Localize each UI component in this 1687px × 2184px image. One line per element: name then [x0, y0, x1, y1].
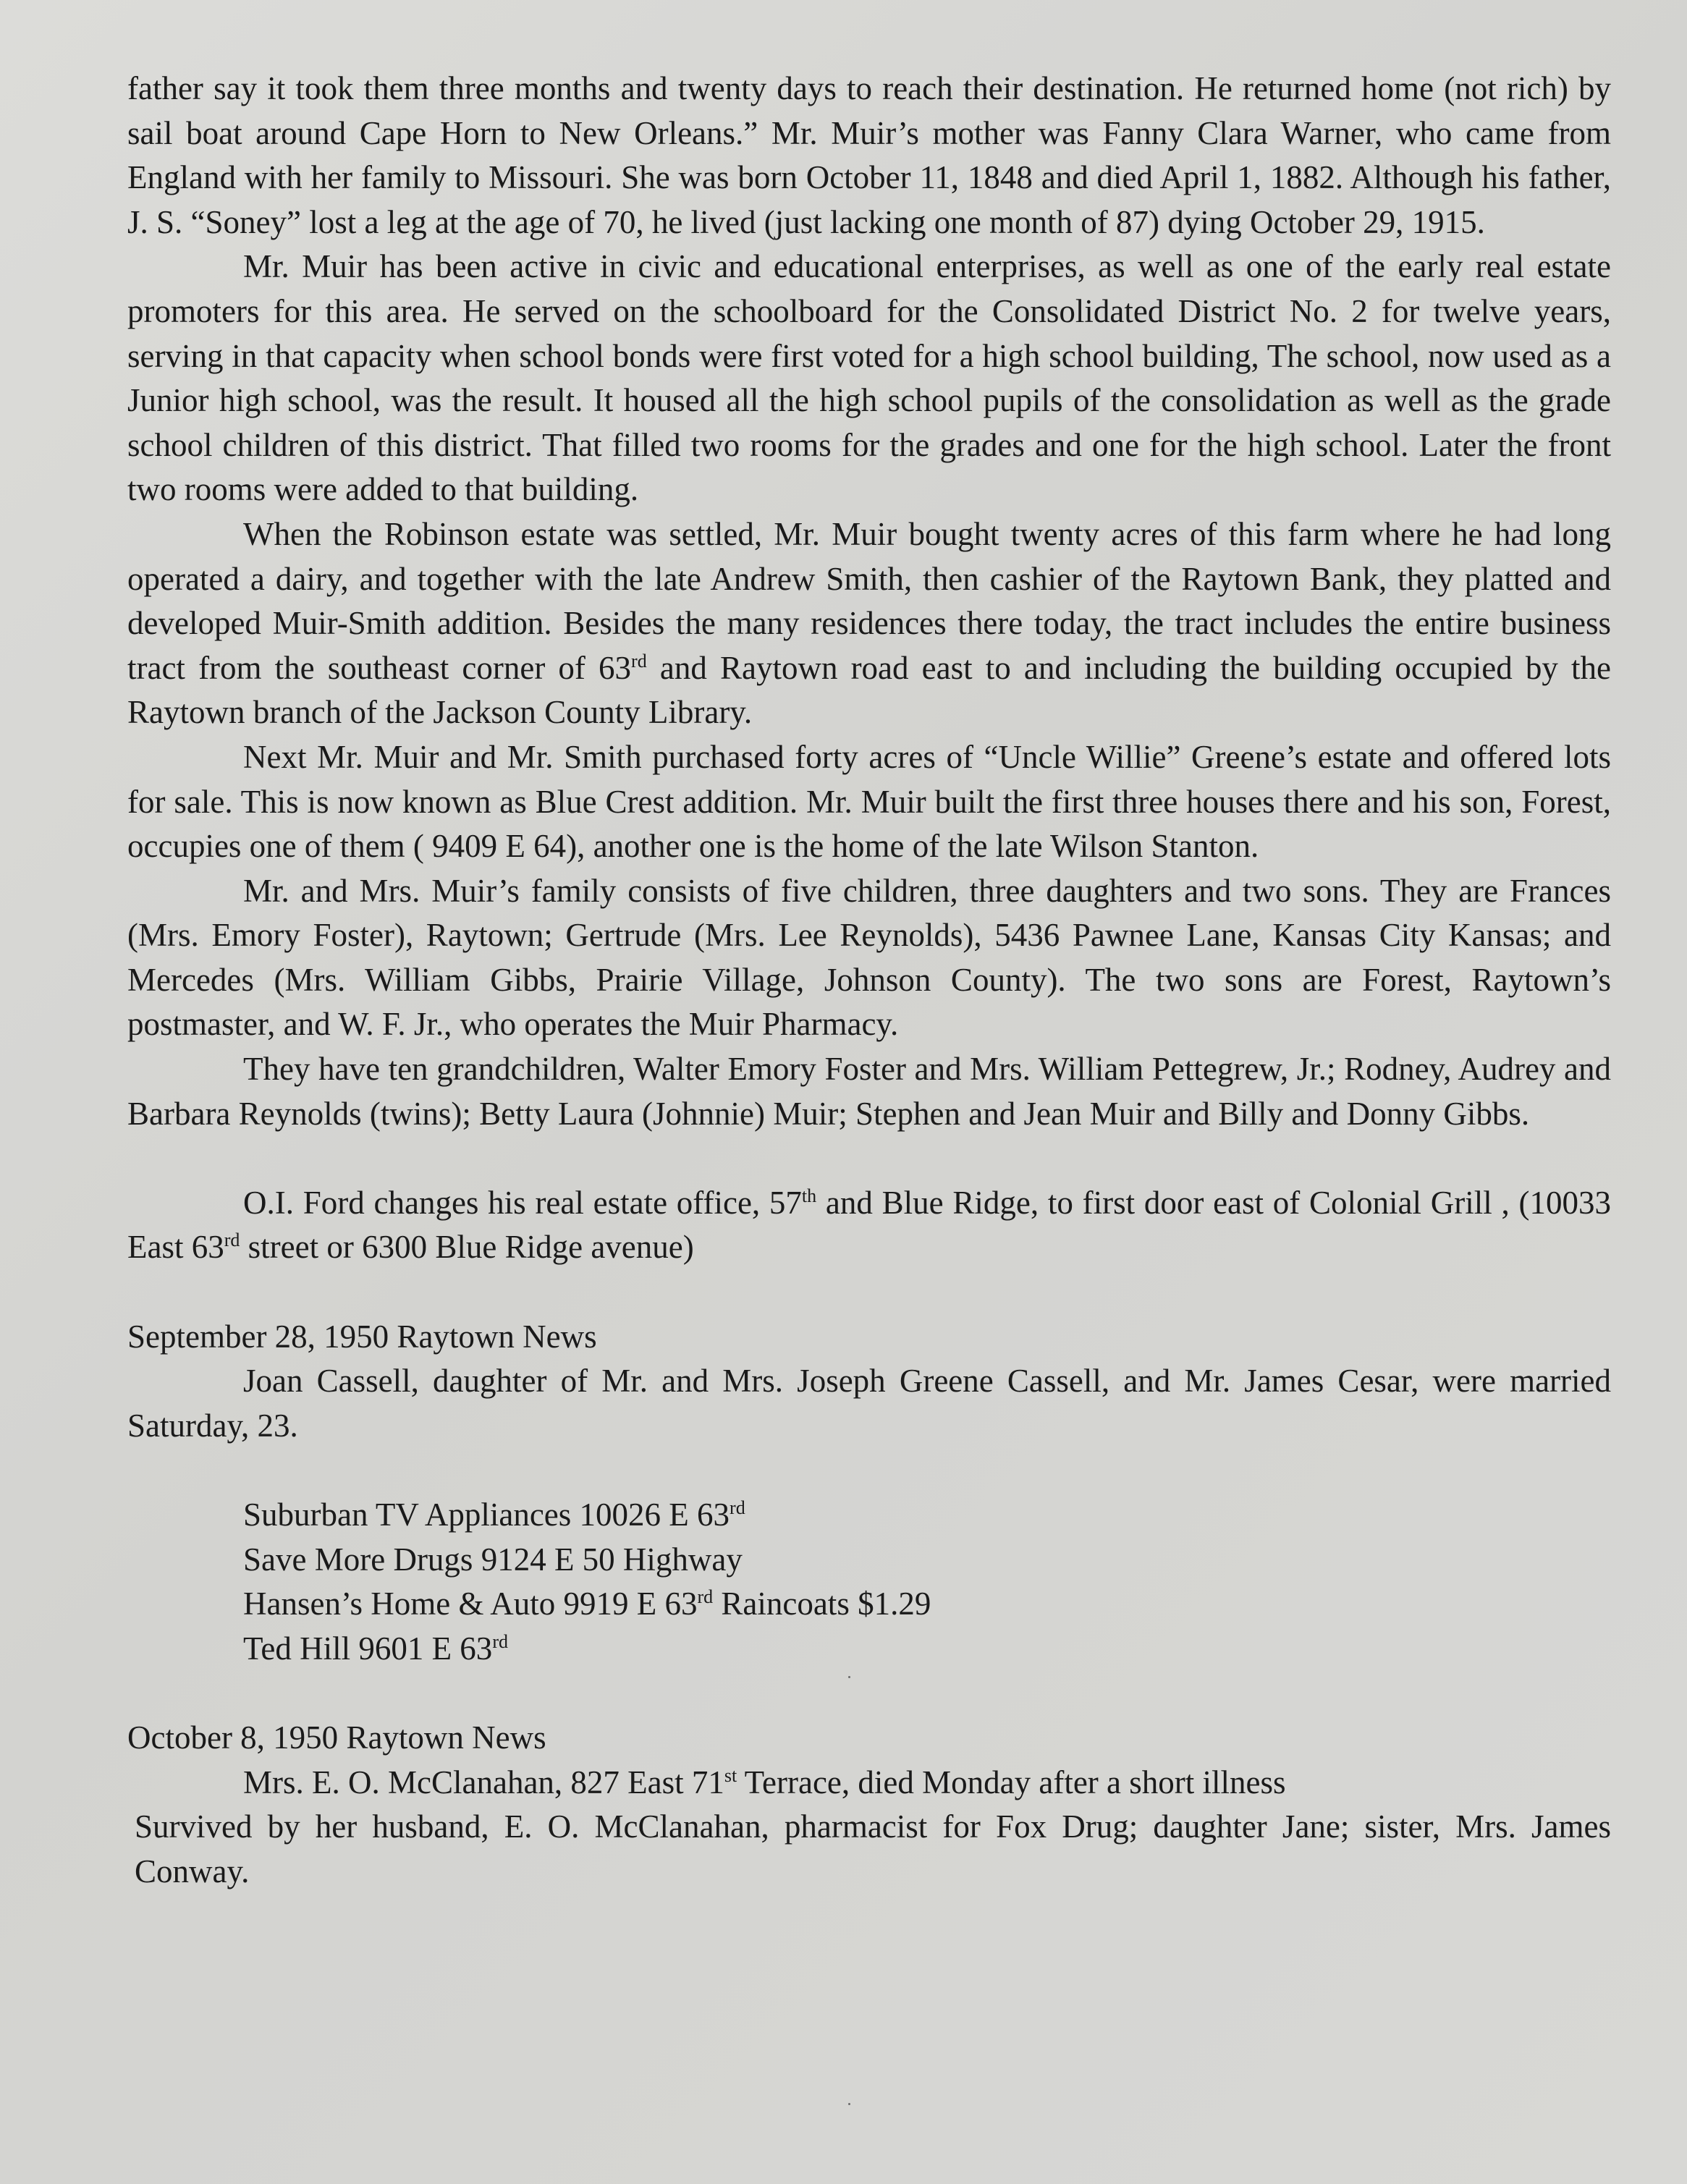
paragraph-text: and Blue Ridge, to first door east of Colonial Grill , (10033 East 63: [127, 1184, 1611, 1266]
listing-after: Raincoats $1.29: [713, 1586, 931, 1622]
paragraph-text: Terrace, died Monday after a short illness: [737, 1764, 1286, 1800]
listing-item: [127, 1493, 1611, 1538]
paragraph-family: Mr. and Mrs. Muir’s family consists of five children, three daughters and two sons. They are Frances (Mrs. Emory Foster), Raytown; Gertrude (Mrs. Lee Reynolds), 5436 Pawnee Lane, Kansas City Kansas; and Mercedes (Mrs. William Gibbs, Prairie Village, Johnson County). The two sons are Forest, Raytown’s postmaster, and W. F. Jr., who operates the Muir Pharmacy.: [127, 872, 1611, 1043]
section-heading-sept-28: September 28, 1950 Raytown News: [127, 1318, 597, 1355]
paragraph-text: O.I. Ford changes his real estate office, 57: [243, 1184, 802, 1221]
document-text: [127, 67, 1611, 1894]
paragraph-text: and Raytown road east to and including the building occupied by the Raytown branch of the Jackson County Library.: [127, 649, 1611, 731]
paragraph-robinson-estate: [127, 512, 1611, 735]
ordinal-suffix: th: [801, 1185, 817, 1206]
ordinal-suffix: rd: [224, 1229, 240, 1251]
spacer: [127, 1671, 1611, 1716]
ordinal-suffix: st: [724, 1764, 737, 1786]
paragraph-text: Mrs. E. O. McClanahan, 827 East 71: [243, 1764, 724, 1800]
paragraph-civic-activity: Mr. Muir has been active in civic and educational enterprises, as well as one of the early real estate promoters for this area. He served on the schoolboard for the Consolidated District No. 2 for twelve years, serving in that capacity when school bonds were first voted for a high school building, The school, now used as a Junior high school, was the result. It housed all the high school pupils of the consolidation as well as the grade school children of this district. That filled two rooms for the grades and one for the high school. Later the front two rooms were added to that building.: [127, 248, 1611, 508]
listing-item: [127, 1627, 1611, 1672]
paragraph-mcclanahan-death: [127, 1761, 1611, 1806]
spacer: [127, 1448, 1611, 1493]
paragraph-text: When the Robinson estate was settled, Mr. Muir bought twenty acres of this farm where he had long operated a dairy, and together with the late Andrew Smith, then cashier of the Raytown Bank, they platted and developed Muir-Smith addition. Besides the many residences there today, the tract includes the entire business tract from the southeast corner of 63: [127, 515, 1611, 686]
paragraph-muir-father: father say it took them three months and twenty days to reach their destination. He returned home (not rich) by sail boat around Cape Horn to New Orleans.” Mr. Muir’s mother was Fanny Clara Warner, who came from England with her family to Missouri. She was born October 11, 1848 and died April 1, 1882. Although his father, J. S. “Soney” lost a leg at the age of 70, he lived (just lacking one month of 87) dying October 29, 1915.: [127, 70, 1611, 240]
listing-text: Ted Hill 9601 E 63: [243, 1630, 493, 1667]
paragraph-text: street or 6300 Blue Ridge avenue): [240, 1229, 694, 1266]
business-listings: [127, 1493, 1611, 1671]
paragraph-grandchildren: They have ten grandchildren, Walter Emory Foster and Mrs. William Pettegrew, Jr.; Rodney, Audrey and Barbara Reynolds (twins); Betty Laura (Johnnie) Muir; Stephen and Jean Muir and Billy and Donny Gibbs.: [127, 1051, 1611, 1132]
spacer: [127, 1136, 1611, 1181]
listing-text: Suburban TV Appliances 10026 E 63: [243, 1497, 730, 1533]
paragraph-ford-office: [127, 1181, 1611, 1270]
listing-text: Save More Drugs 9124 E 50 Highway: [243, 1541, 743, 1578]
listing-item: [127, 1538, 1611, 1583]
ordinal-suffix: rd: [492, 1630, 508, 1652]
ordinal-suffix: rd: [730, 1497, 745, 1518]
paper-speck: [848, 2103, 850, 2105]
paper-speck: [848, 1676, 850, 1678]
paragraph-blue-crest: Next Mr. Muir and Mr. Smith purchased forty acres of “Uncle Willie” Greene’s estate and offered lots for sale. This is now known as Blue Crest addition. Mr. Muir built the first three houses there and his son, Forest, occupies one of them ( 9409 E 64), another one is the home of the late Wilson Stanton.: [127, 738, 1611, 865]
ordinal-suffix: rd: [697, 1586, 714, 1608]
paragraph-cassell-wedding: Joan Cassell, daughter of Mr. and Mrs. Joseph Greene Cassell, and Mr. James Cesar, were married Saturday, 23.: [127, 1363, 1611, 1444]
listing-text: Hansen’s Home & Auto 9919 E 63: [243, 1586, 698, 1622]
spacer: [127, 1270, 1611, 1315]
listing-item: [127, 1582, 1611, 1627]
section-heading-oct-8: October 8, 1950 Raytown News: [127, 1719, 546, 1756]
paragraph-mcclanahan-survivors: Survived by her husband, E. O. McClanahan, pharmacist for Fox Drug; daughter Jane; sister, Mrs. James Conway.: [135, 1808, 1611, 1889]
ordinal-suffix: rd: [631, 650, 647, 672]
